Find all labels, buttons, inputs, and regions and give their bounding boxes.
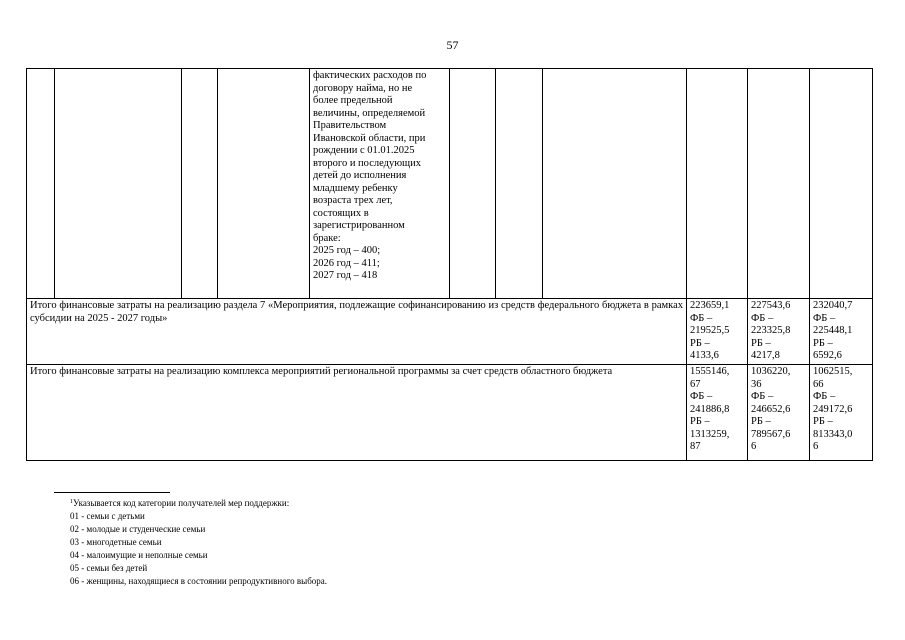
footnote-item: 04 - малоимущие и неполные семьи xyxy=(70,550,208,560)
footnote-marker: 1 xyxy=(70,499,73,505)
table-cell xyxy=(496,69,543,299)
regional-total-row xyxy=(27,365,873,461)
page-number: 57 xyxy=(446,38,459,52)
table-cell xyxy=(27,69,55,299)
footnote-item: 03 - многодетные семьи xyxy=(70,537,162,547)
continued-row xyxy=(27,69,873,299)
measure-description-cell xyxy=(310,69,450,299)
footnote-intro: $^1$Указывается код категории получателей мер поддержки: xyxy=(70,498,290,508)
footnote-item: 05 - семьи без детей xyxy=(70,563,148,573)
description-line: младшему ребенку xyxy=(313,182,398,194)
program-table xyxy=(26,68,873,461)
table-cell xyxy=(55,69,182,299)
total-label: Итого финансовые затраты на реализацию комплекса мероприятий региональной программы за счет средств областного бюджета xyxy=(27,365,687,461)
footnote-separator xyxy=(54,492,170,493)
table-cell xyxy=(218,69,310,299)
description-line: 2025 год – 400; xyxy=(313,245,381,256)
description-line: Ивановской области, при xyxy=(313,132,426,144)
table-cell xyxy=(748,69,810,299)
total-2026-value: 227543,6 ФБ – 223325,8 РБ – 4217,8 xyxy=(748,299,810,365)
table-cell xyxy=(687,69,748,299)
description-line: состоящих в xyxy=(313,207,369,219)
footnote-item: 02 - молодые и студенческие семьи xyxy=(70,524,206,534)
footnote-item: 01 - семьи с детьми xyxy=(70,511,145,521)
total-2025-value: 1555146, 67 ФБ – 241886,8 РБ – 1313259, 87 xyxy=(687,365,748,461)
description-line: рождении с 01.01.2025 xyxy=(313,145,415,156)
total-2025-value: 223659,1 ФБ – 219525,5 РБ – 4133,6 xyxy=(687,299,748,365)
total-2027-value: 232040,7 ФБ – 225448,1 РБ – 6592,6 xyxy=(810,299,873,365)
table-cell xyxy=(543,69,687,299)
description-line: 2026 год – 411; xyxy=(313,257,380,269)
table-cell xyxy=(810,69,873,299)
description-line: 2027 год – 418 xyxy=(313,270,378,281)
total-2027-value: 1062515, 66 ФБ – 249172,6 РБ – 813343,0 6 xyxy=(810,365,873,461)
total-2026-value: 1036220, 36 ФБ – 246652,6 РБ – 789567,6 6 xyxy=(748,365,810,461)
description-line: фактических расходов по xyxy=(313,70,427,81)
description-line: второго и последующих xyxy=(313,157,422,169)
description-line: браке: xyxy=(313,232,341,244)
section7-total-row xyxy=(27,299,873,365)
description-line: детей до исполнения xyxy=(313,170,407,181)
description-line: зарегистрированном xyxy=(313,220,405,231)
description-line: возраста трех лет, xyxy=(313,195,393,206)
description-line: величины, определяемой xyxy=(313,107,426,119)
description-line: более предельной xyxy=(313,95,393,106)
description-line: договору найма, но не xyxy=(313,82,413,94)
total-label: Итого финансовые затраты на реализацию раздела 7 «Мероприятия, подлежащие софинансированию из средств федерального бюджета в рамках субсидии на 2025 - 2027 годы» xyxy=(27,299,687,365)
footnote-item: 06 - женщины, находящиеся в состоянии репродуктивного выбора. xyxy=(70,576,328,586)
footnotes xyxy=(70,496,327,588)
table-cell xyxy=(182,69,218,299)
table-cell xyxy=(450,69,496,299)
description-line: Правительством xyxy=(313,120,387,131)
